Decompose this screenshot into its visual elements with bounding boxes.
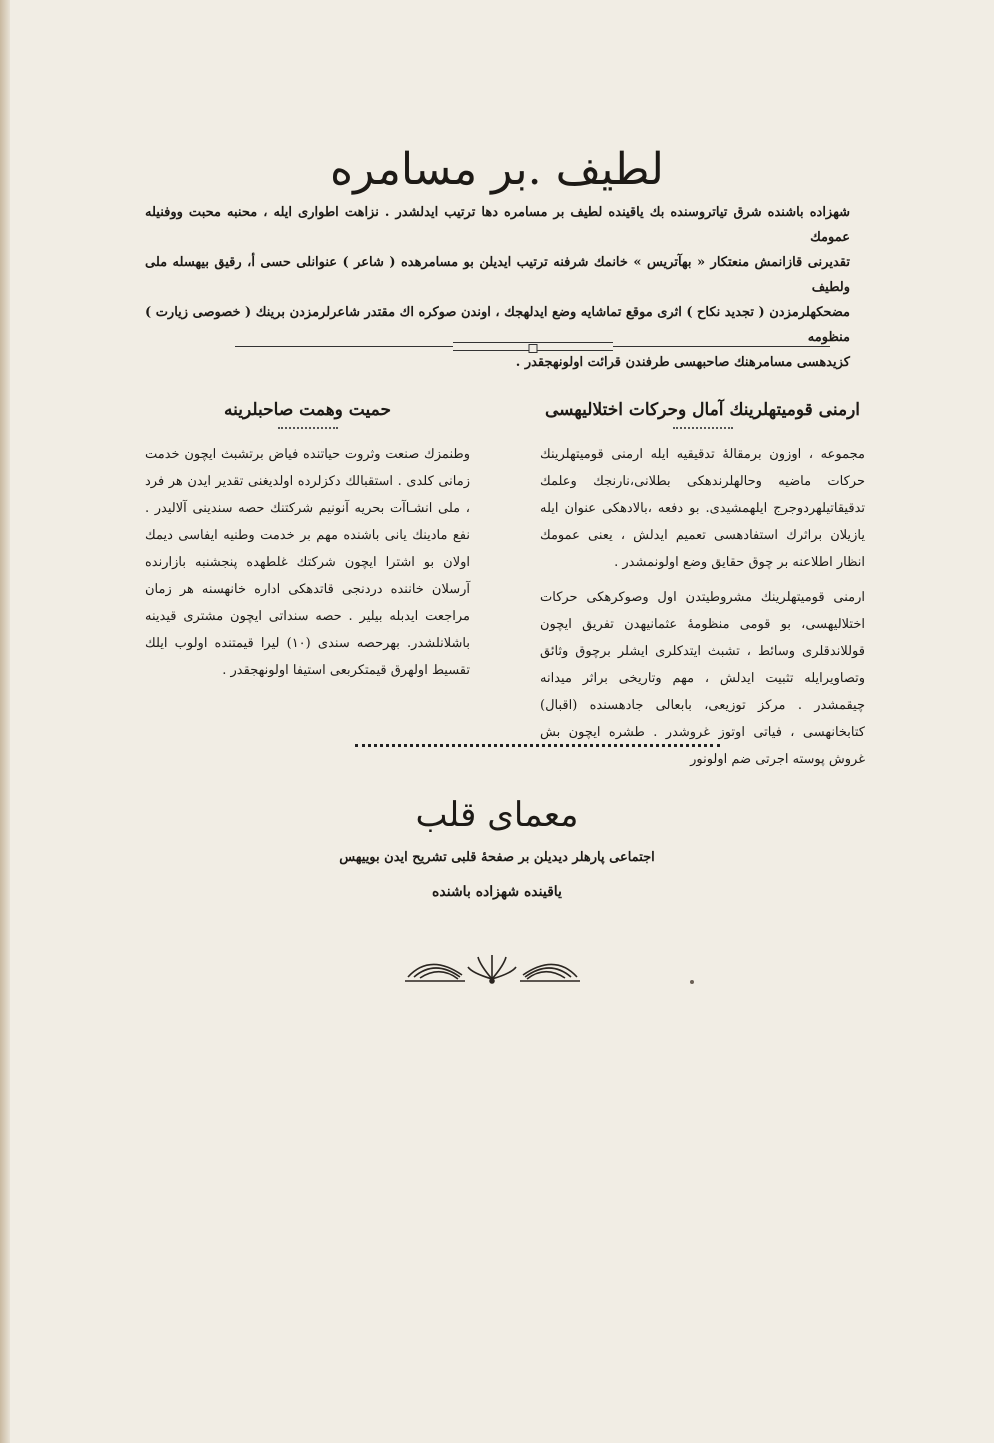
left-column-article xyxy=(145,395,470,692)
divider-center-dot xyxy=(528,344,537,353)
text-line: اختلاليهسى، بو قومى منظومهٔ عثمانيهدن تفريق ايچون قوللاندقلرى xyxy=(540,617,865,659)
text-line: طشره ايچون بش غروش پوسته اجرتى ضم اولونور xyxy=(540,725,865,767)
intro-line: كزيدهسى مسامرهنك صاحبهسى طرفندن قرائت اولونهجقدر . xyxy=(515,355,850,370)
feature-title: معمای قلب xyxy=(415,795,579,835)
right-column-article xyxy=(540,395,865,781)
intro-line: شهزاده باشنده شرق تياتروسنده بك ياقينده لطيف بر مسامره دها ترتيب ايدلشدر . نزاهت اطوارى ايله ، محنبه محبت ووفنيله عمومك xyxy=(145,205,850,245)
heading-underline-ornament xyxy=(673,427,733,433)
page-title: لطيف .بر مسامره xyxy=(330,144,664,195)
text-line: (١٠) ليرا قيمتنده اولوب ايلك تقسيط اولهرق قيمتكربعى استيفا xyxy=(145,636,470,678)
intro-line: تقديرنى قازانمش منعتكار « بهآتريس » خانمك شرفنه ترتيب ايديلن بو مسامرهده ( شاعر ) عنوانلى حسى أ، رقيق بيهسله ملى ولطيف xyxy=(145,255,850,295)
section-divider xyxy=(235,343,830,351)
text-line: وضع اولونمشدر . xyxy=(614,555,708,570)
text-line: ارمنى قوميتهلرينك مشروطيتدن اول وصوكرهكى حركات xyxy=(540,590,865,605)
right-column-heading: ارمنى قوميتهلرينك آمال وحركات اختلاليهسى xyxy=(544,400,861,420)
text-line: اولونهجقدر . xyxy=(222,663,289,678)
floral-ornament-icon xyxy=(400,945,585,985)
heading-underline-ornament xyxy=(278,427,338,433)
text-line: وطنمزك صنعت وثروت حياتنده فياض برتشبث ايچون خدمت xyxy=(145,447,470,462)
text-line: ايدلش ، مهم وتاريخى براثر ميدانه چيقمشدر . مركز توزيعى، xyxy=(540,671,865,713)
text-line: بابعالى جادهسنده (اقبال) كتابخانهسى ، فياتى اوتوز غروشدر . xyxy=(540,698,865,740)
text-line: دردنجى قاتدهكى اداره خانهسنه هر زمان مراجعت ايدبله بيلير . xyxy=(145,582,470,624)
text-line: حصه سنداتى ايچون مشترى قيدينه باشلانلشدر. بهرحصه سندى xyxy=(145,609,471,651)
feature-author-line: ياقينده شهزاده باشنده xyxy=(432,884,562,900)
text-line: زمانى كلدى . استقبالك دكزلرده اولديغنى تقدير ايدن هر فرد ، xyxy=(145,474,470,516)
right-column-paragraph-1 xyxy=(540,441,865,576)
feature-subtitle: اجتماعى پارهلر ديديلن بر صفحهٔ قلبى تشريح ايدن بوييهس xyxy=(339,850,655,865)
text-line: ملى انشـاآت بحريه آنونيم شركتنك حصه سندينى آلاليدر . xyxy=(145,501,461,516)
text-line: مجموعه ، اوزون برمقالهٔ تدقيقيه ايله ارمنى قوميتهلرينك حركات xyxy=(540,447,865,489)
paper-speck xyxy=(690,980,694,984)
text-line: نفع مادينك يانى باشنده مهم بر خدمت وطنيه ايفاسى ديمك اولان xyxy=(145,528,470,570)
left-column-heading: حميت وهمت صاحبلرينه xyxy=(224,400,391,420)
text-line: ماضيه وحالهلرندهكى بطلانى،نارنجك وعلمك تدقيقاتيلهردوجرج xyxy=(540,474,866,516)
text-line: تعميم ايدلش ، يعنى عمومك انظار اطلاعنه بر چوق حقايق xyxy=(540,528,865,570)
text-line: بو اشترا ايچون شركتك غلطهده پنجشنبه بازارنده آرسلان خاننده xyxy=(145,555,470,597)
text-line: ايلهمشيدى. بو دفعه ،بالادهكى عنوان ايله يازيلان براثرك استفادهسى xyxy=(540,501,865,543)
text-line: وسائط ، تشبث ايتدكلرى ايشلر برچوق وثائق وتصاويرايله تثبيت xyxy=(540,644,865,686)
page-spine-edge xyxy=(0,0,10,1443)
left-column-paragraph xyxy=(145,441,470,684)
intro-line: مضحكهلرمزدن ( تجديد نكاح ) اثرى موقع تماشايه وضع ايدلهجك ، اوندن صوكره اك مقتدر شاعرلرمزدن برينك ( خصوصى زيارت ) منظومه xyxy=(145,305,850,345)
dotted-separator xyxy=(355,744,720,751)
